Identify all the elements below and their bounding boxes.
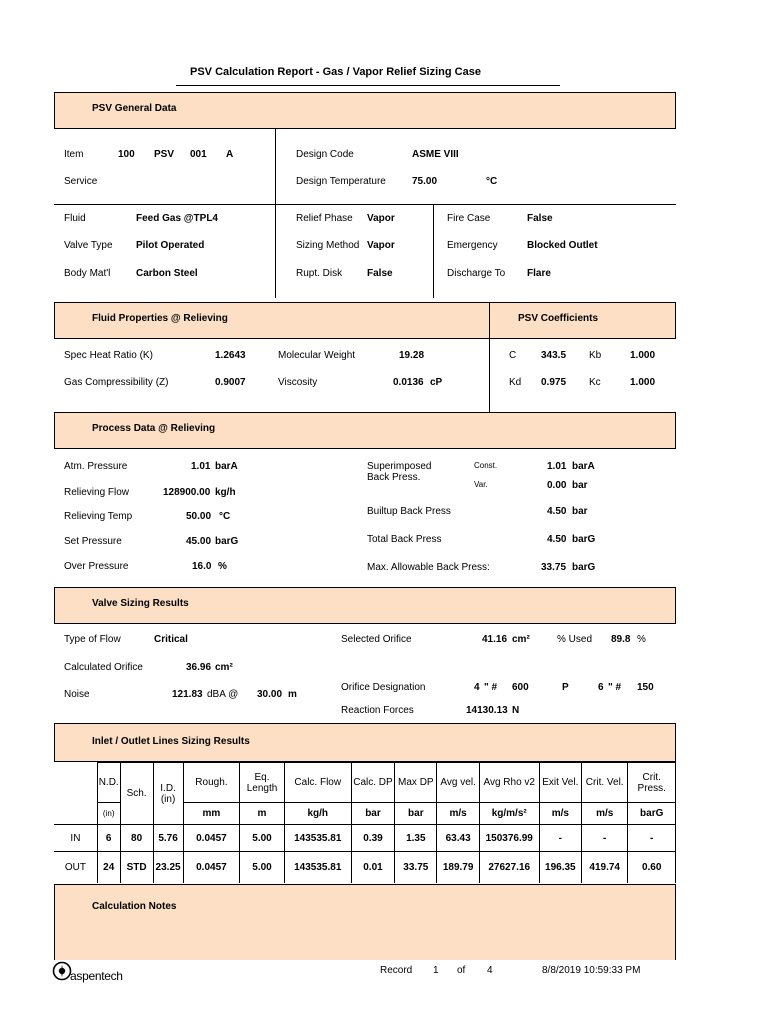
over-pressure-value: 16.0: [192, 561, 212, 572]
row-label: OUT: [54, 852, 97, 883]
emergency-value: Blocked Outlet: [527, 240, 598, 251]
lines-sizing-table: [54, 762, 676, 883]
col-rough-header: Rough.: [183, 763, 240, 803]
table-cell: 0.60: [628, 852, 676, 883]
used-unit: %: [637, 634, 646, 645]
const-unit: barA: [572, 461, 595, 472]
max-back-unit: barG: [572, 562, 596, 573]
viscosity-value: 0.0136: [393, 377, 424, 388]
discharge-value: Flare: [527, 268, 551, 279]
designation-outlet-rating: 150: [637, 682, 654, 693]
table-header-row: [54, 763, 676, 803]
table-cell: 24: [97, 852, 120, 883]
col-calcdp-unit: bar: [351, 803, 394, 825]
col-maxdp-unit: bar: [395, 803, 437, 825]
selected-orifice-value: 41.16: [482, 634, 508, 645]
table-cell: -: [628, 825, 676, 852]
relieving-temp-unit: °C: [219, 511, 231, 522]
table-cell: 0.0457: [183, 825, 240, 852]
coef-c-label: C: [509, 350, 517, 361]
viscosity-unit: cP: [430, 377, 443, 388]
coef-kd-value: 0.975: [541, 377, 567, 388]
report-timestamp: 8/8/2019 10:59:33 PM: [542, 965, 641, 976]
atm-pressure-label: Atm. Pressure: [64, 461, 128, 472]
body-material-label: Body Mat'l: [64, 268, 111, 279]
set-pressure-value: 45.00: [186, 536, 212, 547]
relieving-flow-unit: kg/h: [215, 487, 236, 498]
lines-sizing-title: Inlet / Outlet Lines Sizing Results: [92, 736, 250, 747]
col-calcflow-header: Calc. Flow: [284, 763, 351, 803]
sizing-method-value: Vapor: [367, 240, 395, 251]
col-avgvel-header: Avg vel.: [437, 763, 479, 803]
relief-phase-label: Relief Phase: [296, 213, 353, 224]
col-nd-unit: (in): [97, 803, 120, 825]
divider: [54, 204, 676, 205]
col-critpress-header: Crit. Press.: [628, 763, 676, 803]
reaction-forces-value: 14130.13: [466, 705, 508, 716]
item-part-3: 001: [190, 149, 207, 160]
designation-letter: P: [562, 682, 569, 693]
item-part-4: A: [226, 149, 234, 160]
record-total: 4: [487, 965, 493, 976]
lines-sizing-header: [54, 723, 676, 762]
title-underline: [176, 85, 560, 86]
rupture-disk-value: False: [367, 268, 393, 279]
table-cell: 143535.81: [284, 825, 351, 852]
col-id-header: I.D. (in): [153, 763, 183, 825]
designation-outlet-symbol: " #: [608, 682, 622, 693]
col-calcflow-unit: kg/h: [284, 803, 351, 825]
calculation-notes-title: Calculation Notes: [92, 901, 177, 912]
table-cell: 419.74: [581, 852, 627, 883]
col-maxdp-header: Max DP: [395, 763, 437, 803]
table-cell: 0.01: [351, 852, 394, 883]
coef-kc-value: 1.000: [630, 377, 656, 388]
used-label: % Used: [557, 634, 593, 645]
table-row: [54, 825, 676, 852]
superimposed-label-1: Superimposed: [367, 461, 432, 472]
relieving-temp-value: 50.00: [186, 511, 212, 522]
record-of-label: of: [457, 965, 466, 976]
col-calcdp-header: Calc. DP: [351, 763, 394, 803]
table-cell: 5.76: [153, 825, 183, 852]
relieving-flow-label: Relieving Flow: [64, 487, 130, 498]
table-cell: 5.00: [240, 852, 284, 883]
table-cell: 189.79: [437, 852, 479, 883]
divider: [489, 302, 490, 412]
design-code-value: ASME VIII: [412, 149, 459, 160]
table-cell: 0.39: [351, 825, 394, 852]
table-cell: 23.25: [153, 852, 183, 883]
table-cell: 150376.99: [479, 825, 539, 852]
process-data-title: Process Data @ Relieving: [92, 423, 216, 434]
valve-type-label: Valve Type: [64, 240, 113, 251]
coef-kc-label: Kc: [589, 377, 601, 388]
designation-inlet-size: 4: [474, 682, 480, 693]
design-temp-label: Design Temperature: [296, 176, 386, 187]
page-title: PSV Calculation Report - Gas / Vapor Relief Sizing Case: [190, 66, 481, 78]
col-avgrho-unit: kg/m/s²: [479, 803, 539, 825]
rupture-disk-label: Rupt. Disk: [296, 268, 343, 279]
col-eqlength-unit: m: [240, 803, 284, 825]
table-cell: 33.75: [395, 852, 437, 883]
max-back-value: 33.75: [541, 562, 567, 573]
compressibility-label: Gas Compressibility (Z): [64, 377, 169, 388]
var-unit: bar: [572, 480, 588, 491]
var-value: 0.00: [547, 480, 567, 491]
fire-case-value: False: [527, 213, 553, 224]
selected-orifice-label: Selected Orifice: [341, 634, 412, 645]
designation-inlet-symbol: " #: [484, 682, 498, 693]
process-data-header: [54, 412, 676, 449]
relieving-temp-label: Relieving Temp: [64, 511, 133, 522]
fire-case-label: Fire Case: [447, 213, 491, 224]
coef-kd-label: Kd: [509, 377, 522, 388]
reaction-forces-unit: N: [512, 705, 520, 716]
designation-outlet-size: 6: [598, 682, 604, 693]
spec-heat-ratio-value: 1.2643: [215, 350, 246, 361]
table-cell: 1.35: [395, 825, 437, 852]
total-back-value: 4.50: [547, 534, 567, 545]
relief-phase-value: Vapor: [367, 213, 395, 224]
valve-sizing-header: [54, 587, 676, 624]
col-rough-unit: mm: [183, 803, 240, 825]
total-back-label: Total Back Press: [367, 534, 442, 545]
calc-orifice-label: Calculated Orifice: [64, 662, 143, 673]
designation-inlet-rating: 600: [512, 682, 529, 693]
divider: [433, 205, 434, 298]
general-data-title: PSV General Data: [92, 103, 177, 114]
over-pressure-label: Over Pressure: [64, 561, 129, 572]
emergency-label: Emergency: [447, 240, 498, 251]
noise-label: Noise: [64, 689, 90, 700]
col-avgrho-header: Avg Rho v2: [479, 763, 539, 803]
record-number: 1: [433, 965, 439, 976]
calculation-notes-section: [54, 884, 676, 960]
table-cell: 6: [97, 825, 120, 852]
set-pressure-label: Set Pressure: [64, 536, 122, 547]
flow-type-label: Type of Flow: [64, 634, 121, 645]
item-part-1: 100: [118, 149, 135, 160]
table-cell: -: [539, 825, 581, 852]
flow-type-value: Critical: [154, 634, 188, 645]
col-critvel-unit: m/s: [581, 803, 627, 825]
noise-unit: dBA @: [207, 689, 239, 700]
service-label: Service: [64, 176, 98, 187]
relieving-flow-value: 128900.00: [163, 487, 211, 498]
total-back-unit: barG: [572, 534, 596, 545]
fluid-properties-title: Fluid Properties @ Relieving: [92, 313, 228, 324]
var-label: Var.: [474, 480, 488, 489]
discharge-label: Discharge To: [447, 268, 506, 279]
viscosity-label: Viscosity: [278, 377, 318, 388]
col-nd-header: N.D.: [97, 763, 120, 803]
col-critpress-unit: barG: [628, 803, 676, 825]
noise-distance: 30.00: [257, 689, 283, 700]
col-exitvel-unit: m/s: [539, 803, 581, 825]
general-data-header: [54, 92, 676, 129]
valve-type-value: Pilot Operated: [136, 240, 205, 251]
molecular-weight-label: Molecular Weight: [278, 350, 356, 361]
design-temp-unit: °C: [486, 176, 498, 187]
table-cell: 80: [120, 825, 153, 852]
coef-kb-value: 1.000: [630, 350, 656, 361]
design-code-label: Design Code: [296, 149, 354, 160]
table-cell: 143535.81: [284, 852, 351, 883]
atm-pressure-unit: barA: [215, 461, 238, 472]
over-pressure-unit: %: [218, 561, 227, 572]
molecular-weight-value: 19.28: [399, 350, 425, 361]
body-material-value: Carbon Steel: [136, 268, 198, 279]
table-row: [54, 852, 676, 883]
selected-orifice-unit: cm²: [512, 634, 530, 645]
set-pressure-unit: barG: [215, 536, 239, 547]
aspentech-logo-text: aspentech: [70, 969, 123, 983]
table-cell: STD: [120, 852, 153, 883]
divider: [275, 129, 276, 298]
spec-heat-ratio-label: Spec Heat Ratio (K): [64, 350, 153, 361]
builtup-unit: bar: [572, 506, 588, 517]
psv-coefficients-title: PSV Coefficients: [518, 313, 599, 324]
atm-pressure-value: 1.01: [191, 461, 211, 472]
col-eqlength-header: Eq. Length: [240, 763, 284, 803]
builtup-label: Builtup Back Press: [367, 506, 451, 517]
table-cell: 27627.16: [479, 852, 539, 883]
fluid-properties-header: [54, 302, 676, 339]
reaction-forces-label: Reaction Forces: [341, 705, 414, 716]
col-sch-header: Sch.: [120, 763, 153, 825]
calc-orifice-unit: cm²: [215, 662, 233, 673]
coef-c-value: 343.5: [541, 350, 567, 361]
calc-orifice-value: 36.96: [186, 662, 212, 673]
builtup-value: 4.50: [547, 506, 567, 517]
sizing-method-label: Sizing Method: [296, 240, 360, 251]
col-exitvel-header: Exit Vel.: [539, 763, 581, 803]
design-temp-value: 75.00: [412, 176, 438, 187]
item-part-2: PSV: [154, 149, 175, 160]
item-label: Item: [64, 149, 84, 160]
table-cell: -: [581, 825, 627, 852]
table-cell: 63.43: [437, 825, 479, 852]
table-cell: 0.0457: [183, 852, 240, 883]
noise-distance-unit: m: [288, 689, 297, 700]
used-value: 89.8: [611, 634, 631, 645]
table-cell: 196.35: [539, 852, 581, 883]
row-label: IN: [54, 825, 97, 852]
record-label: Record: [380, 965, 413, 976]
noise-value: 121.83: [172, 689, 203, 700]
const-label: Const.: [474, 461, 498, 470]
col-critvel-header: Crit. Vel.: [581, 763, 627, 803]
table-cell: 5.00: [240, 825, 284, 852]
const-value: 1.01: [547, 461, 567, 472]
fluid-value: Feed Gas @TPL4: [136, 213, 218, 224]
superimposed-label-2: Back Press.: [367, 472, 421, 483]
compressibility-value: 0.9007: [215, 377, 246, 388]
max-back-label: Max. Allowable Back Press:: [367, 562, 490, 573]
row-label-header: [54, 763, 97, 825]
orifice-designation-label: Orifice Designation: [341, 682, 426, 693]
col-avgvel-unit: m/s: [437, 803, 479, 825]
fluid-label: Fluid: [64, 213, 86, 224]
coef-kb-label: Kb: [589, 350, 602, 361]
valve-sizing-title: Valve Sizing Results: [92, 598, 189, 609]
